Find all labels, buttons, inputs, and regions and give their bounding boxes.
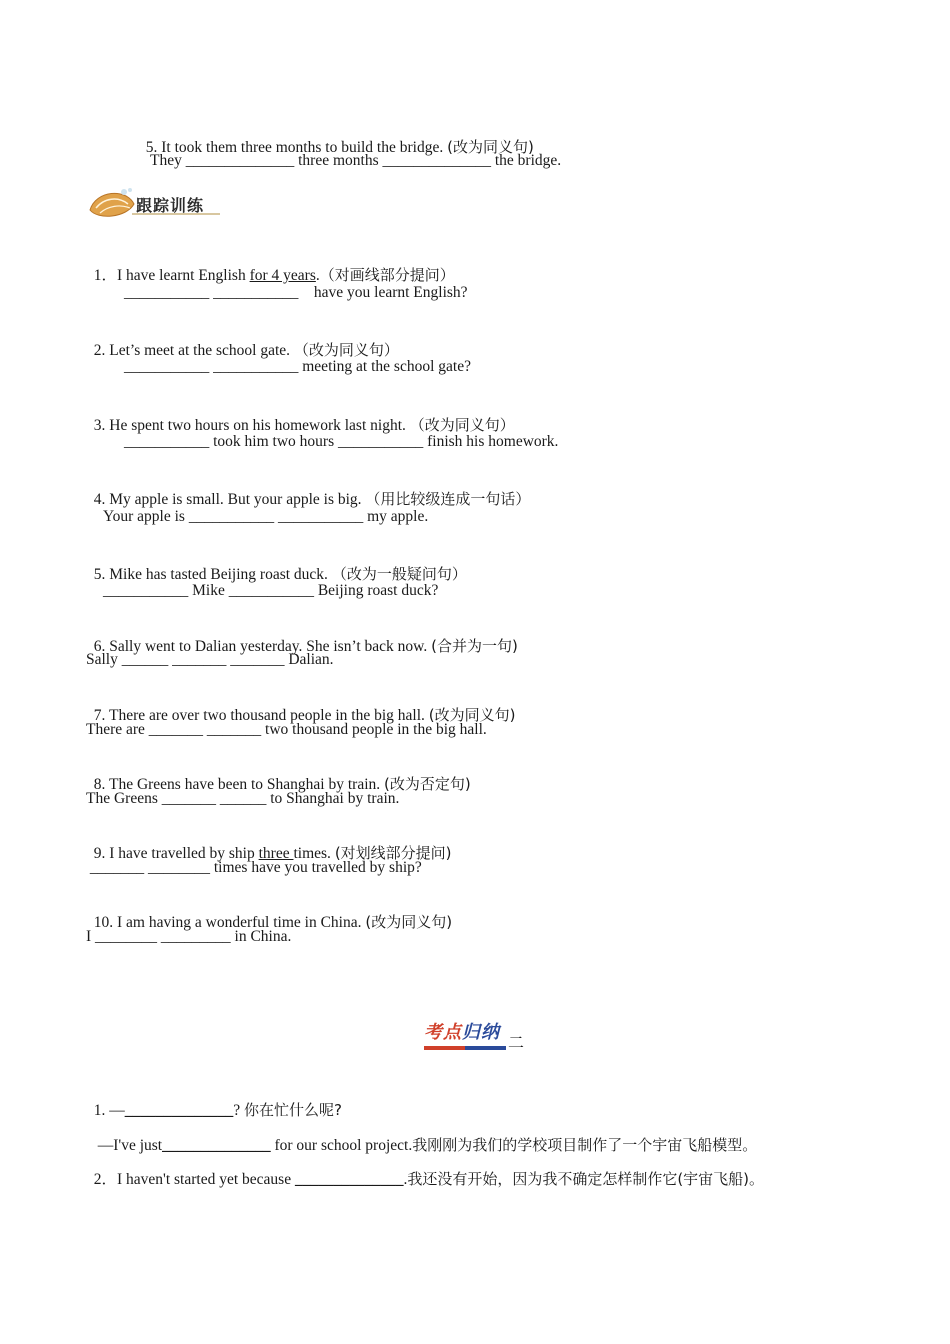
- question-note: （用比较级连成一句话）: [365, 490, 531, 508]
- top-answer-5: They ______________ three months ______________ the bridge.: [150, 152, 562, 169]
- question-text: 1．I have learnt English: [93, 267, 250, 284]
- title-underline: [424, 1046, 506, 1050]
- question-text: 7. There are over two thousand people in the big hall.: [93, 707, 429, 724]
- translation: 你在忙什么呢?: [244, 1101, 342, 1119]
- question-text: 8. The Greens have been to Shanghai by train.: [93, 776, 385, 793]
- sentence-text: for our school project.: [270, 1137, 413, 1154]
- translation: 我还没有开始，因为我不确定怎样制作它(宇宙飞船)。: [407, 1170, 765, 1188]
- question-text: 3. He spent two hours on his homework last night.: [93, 417, 410, 434]
- sentence-text: .: [403, 1171, 408, 1188]
- sentence-text: 1. —: [93, 1102, 125, 1119]
- question-text: .: [315, 267, 320, 284]
- answer-1: ___________ ___________ have you learnt English?: [124, 284, 468, 301]
- question-note: (改为同义句): [365, 913, 453, 931]
- section-badge-key-points: [424, 1018, 528, 1058]
- question-note: (对划线部分提问): [334, 844, 452, 862]
- answer-3: ___________ took him two hours ___________ finish his homework.: [124, 433, 559, 450]
- underlined-text: for 4 years: [249, 267, 316, 284]
- answer-9: _______ ________ times have you travelled by ship?: [86, 859, 422, 876]
- question-note: (改为否定句): [384, 775, 471, 793]
- section-badge-tracking: [86, 184, 226, 224]
- answer-blank: ______________: [162, 1137, 271, 1154]
- answer-5: ___________ Mike ___________ Beijing roast duck?: [103, 582, 439, 599]
- question-note: (合并为一句): [431, 637, 518, 655]
- answer-4: Your apple is ___________ ___________ my apple.: [103, 508, 429, 525]
- question-note: （改为同义句）: [293, 341, 399, 359]
- question-note: （改为同义句）: [409, 416, 515, 434]
- question-note: (改为同义句): [447, 138, 534, 156]
- underlined-text: three: [258, 845, 294, 862]
- translation: 我刚刚为我们的学校项目制作了一个宇宙飞船模型。: [412, 1136, 758, 1154]
- question-text: times.: [293, 845, 335, 862]
- question-note: （改为一般疑问句）: [331, 565, 467, 583]
- sentence-text: —I've just: [97, 1137, 163, 1154]
- question-note: (改为同义句): [428, 706, 516, 724]
- answer-10: I ________ _________ in China.: [86, 928, 292, 945]
- answer-6: Sally ______ _______ _______ Dalian.: [86, 651, 334, 668]
- question-text: 4. My apple is small. But your apple is big.: [93, 491, 366, 508]
- question-text: 5. Mike has tasted Beijing roast duck.: [93, 566, 332, 583]
- question-text: 9. I have travelled by ship: [93, 845, 259, 862]
- answer-8: The Greens _______ ______ to Shanghai by train.: [86, 790, 400, 807]
- section-title: [424, 1018, 500, 1044]
- answer-2: ___________ ___________ meeting at the school gate?: [124, 358, 471, 375]
- answer-blank: ______________: [294, 1171, 404, 1188]
- question-5: [86, 544, 467, 585]
- section-title: 跟踪训练: [136, 196, 205, 215]
- title-part-blue: 归纳: [462, 1022, 500, 1043]
- question-4: [86, 469, 530, 510]
- answer-7: There are _______ _______ two thousand people in the big hall.: [86, 721, 487, 738]
- question-text: 2. Let’s meet at the school gate.: [93, 342, 294, 359]
- question-note: （对画线部分提问）: [319, 266, 455, 284]
- question-1: [86, 245, 455, 286]
- question-text: 5. It took them three months to build the bridge.: [145, 139, 448, 156]
- question-3: [86, 395, 515, 436]
- title-part-red: 考点: [424, 1022, 462, 1043]
- section-number: 二: [508, 1033, 525, 1052]
- question-2: [86, 320, 399, 361]
- keypoint-2: [86, 1149, 764, 1190]
- sentence-text: 2．I haven't started yet because: [93, 1171, 295, 1188]
- question-text: 10. I am having a wonderful time in China.: [93, 914, 366, 931]
- sentence-text: ?: [233, 1102, 245, 1119]
- answer-blank: ______________: [124, 1102, 234, 1119]
- question-text: 6. Sally went to Dalian yesterday. She isn’t back now.: [93, 638, 432, 655]
